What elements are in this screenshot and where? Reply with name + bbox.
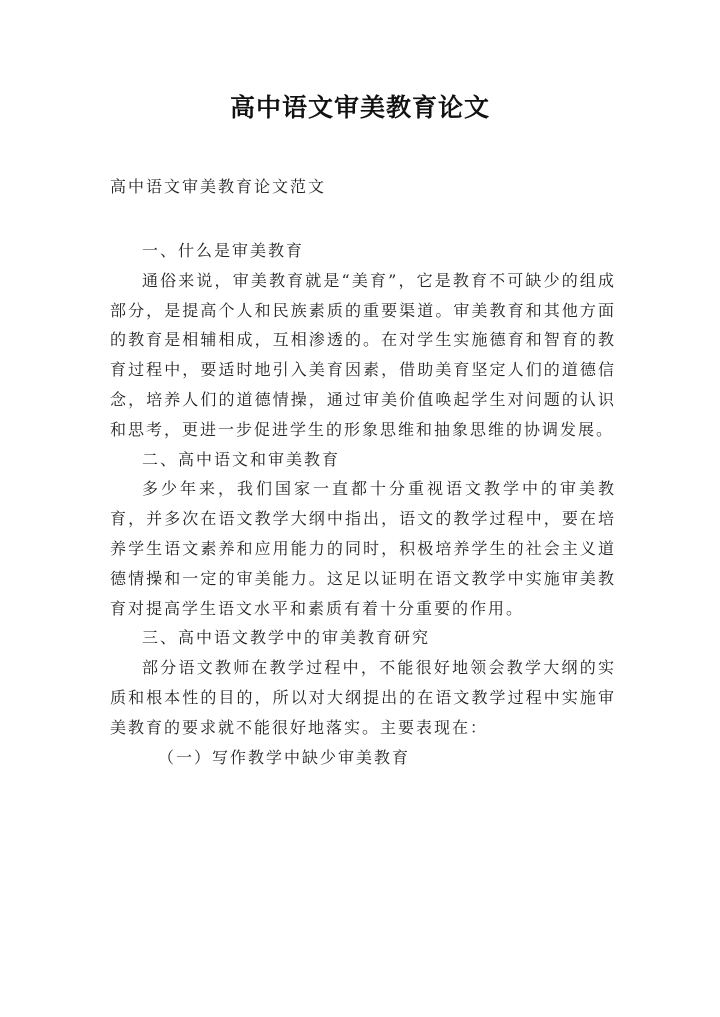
document-title: 高中语文审美教育论文 [229,93,490,122]
section-heading-1: 一、什么是审美教育 [142,241,305,260]
section-heading-3: 三、高中语文教学中的审美教育研究 [142,628,431,648]
body-paragraph-3: 部分语文教师在教学过程中，不能很好地领会教学大纲的实质和根本性的目的，所以对大纲提出的在语文教学过程中实施审美教育的要求就不能很好地落实。主要表现在： [110,658,616,737]
section-heading-2: 二、高中语文和审美教育 [142,449,341,469]
document-body [110,236,616,772]
body-paragraph-2: 多少年来，我们国家一直都十分重视语文教学中的审美教育，并多次在语文教学大纲中指出，语文的教学过程中，要在培养学生语文素养和应用能力的同时，积极培养学生的社会主义道德情操和一定的审美能力。这足以证明在语文教学中实施审美教育对提高学生语文水平和素质有着十分重要的作用。 [110,479,616,618]
document-subtitle: 高中语文审美教育论文范文 [110,177,327,196]
subsection-heading-1: （一）写作教学中缺少审美教育 [158,747,411,767]
body-paragraph-1: 通俗来说，审美教育就是“美育”，它是教育不可缺少的组成部分，是提高个人和民族素质的重要渠道。审美教育和其他方面的教育是相辅相成，互相渗透的。在对学生实施德育和智育的教育过程中，要适时地引入美育因素，借助美育坚定人们的道德信念，培养人们的道德情操，通过审美价值唤起学生对问题的认识和思考，更进一步促进学生的形象思维和抽象思维的协调发展。 [110,270,616,439]
